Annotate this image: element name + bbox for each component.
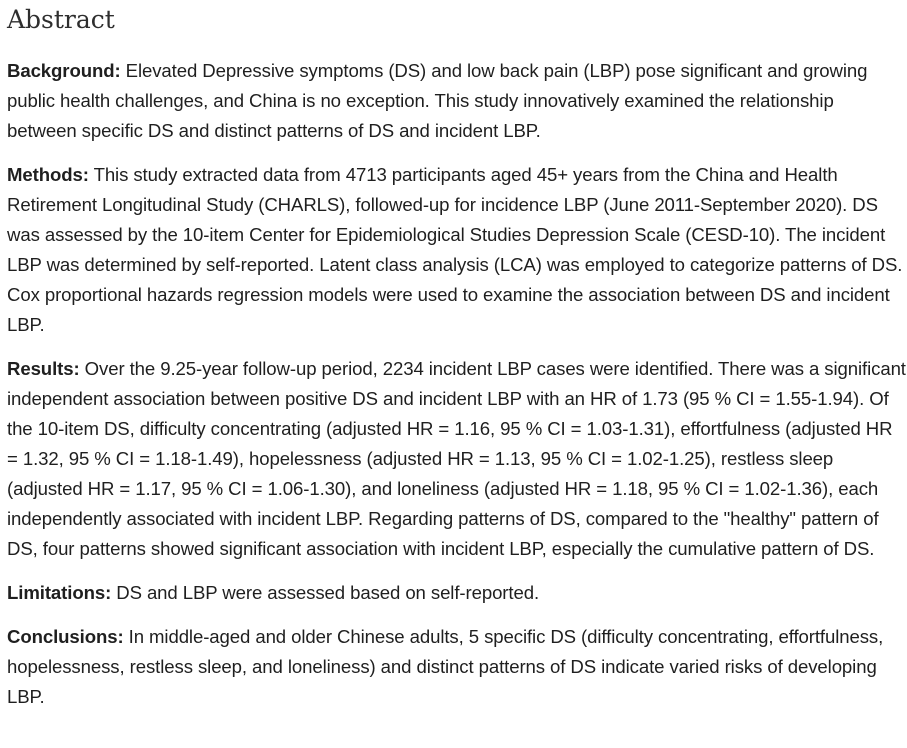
- results-text: Over the 9.25-year follow-up period, 2234 incident LBP cases were identified. There was a significant independent association between positive DS and incident LBP with an HR of 1.73 (95 % CI = 1.55-1.94). Of the 10-item DS, difficulty concentrating (adjusted HR = 1.16, 95 % CI = 1.03-1.31), effortfulness (adjusted HR = 1.32, 95 % CI = 1.18-1.49), hopelessness (adjusted HR = 1.13, 95 % CI = 1.02-1.25), restless sleep (adjusted HR = 1.17, 95 % CI = 1.06-1.30), and loneliness (adjusted HR = 1.18, 95 % CI = 1.02-1.36), each independently associated with incident LBP. Regarding patterns of DS, compared to the "healthy" pattern of DS, four patterns showed significant association with incident LBP, especially the cumulative pattern of DS.: [7, 358, 906, 559]
- limitations-text: DS and LBP were assessed based on self-reported.: [116, 582, 540, 603]
- results-label: Results:: [7, 358, 80, 379]
- background-section: [7, 56, 907, 146]
- results-section: [7, 354, 907, 564]
- conclusions-text: In middle-aged and older Chinese adults, 5 specific DS (difficulty concentrating, effortfulness, hopelessness, restless sleep, and loneliness) and distinct patterns of DS indicate varied risks of developing LBP.: [7, 626, 884, 707]
- abstract-heading: Abstract: [7, 5, 115, 34]
- background-text: Elevated Depressive symptoms (DS) and low back pain (LBP) pose significant and growing public health challenges, and China is no exception. This study innovatively examined the relationship between specific DS and distinct patterns of DS and incident LBP.: [7, 60, 868, 141]
- abstract: [7, 0, 907, 726]
- limitations-section: [7, 578, 907, 608]
- methods-text: This study extracted data from 4713 participants aged 45+ years from the China and Health Retirement Longitudinal Study (CHARLS), followed-up for incidence LBP (June 2011-September 2020). DS was assessed by the 10-item Center for Epidemiological Studies Depression Scale (CESD-10). The incident LBP was determined by self-reported. Latent class analysis (LCA) was employed to categorize patterns of DS. Cox proportional hazards regression models were used to examine the association between DS and incident LBP.: [7, 164, 903, 335]
- methods-label: Methods:: [7, 164, 89, 185]
- conclusions-section: [7, 622, 907, 712]
- background-label: Background:: [7, 60, 121, 81]
- methods-section: [7, 160, 907, 340]
- limitations-label: Limitations:: [7, 582, 112, 603]
- conclusions-label: Conclusions:: [7, 626, 124, 647]
